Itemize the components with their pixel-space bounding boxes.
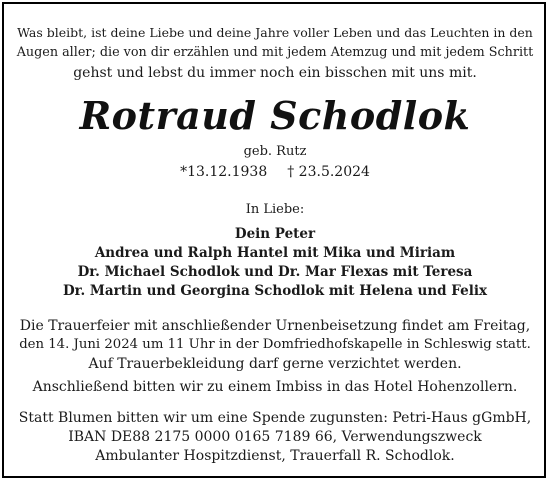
mourner-line-3: Dr. Michael Schodlok und Dr. Mar Flexas mit Teresa	[77, 264, 473, 280]
birth-name: geb. Rutz	[243, 144, 307, 159]
donation-line-1: Statt Blumen bitten wir um eine Spende zugunsten: Petri-Haus gGmbH,	[18, 410, 532, 426]
mourner-line-1: Dein Peter	[234, 226, 316, 242]
death-date: † 23.5.2024	[287, 164, 370, 180]
life-dates	[0, 162, 550, 182]
quote-line-1: Was bleibt, ist deine Liebe und deine Jahre voller Leben und das Leuchten in den	[17, 25, 533, 40]
funeral-line-1: Die Trauerfeier mit anschließender Urnenbeisetzung findet am Freitag,	[19, 318, 531, 334]
funeral-line-2: den 14. Juni 2024 um 11 Uhr in der Domfriedhofskapelle in Schleswig statt.	[19, 337, 531, 352]
funeral-line-3: Auf Trauerbekleidung darf gerne verzichtet werden.	[88, 356, 462, 372]
birth-date: *13.12.1938	[180, 164, 268, 180]
mourner-line-4: Dr. Martin und Georgina Schodlok mit Helena und Felix	[62, 283, 488, 299]
deceased-name: Rotraud Schodlok	[79, 93, 471, 138]
donation-line-2: IBAN DE88 2175 0000 0165 7189 66, Verwendungszweck	[68, 429, 482, 445]
mourners-heading: In Liebe:	[245, 202, 305, 217]
quote-line-3: gehst und lebst du immer noch ein bisschen mit uns mit.	[73, 65, 477, 81]
quote-line-2: Augen aller; die von dir erzählen und mit jedem Atemzug und mit jedem Schritt	[16, 45, 534, 60]
donation-line-3: Ambulanter Hospitzdienst, Trauerfall R. Schodlok.	[95, 448, 455, 464]
reception-line: Anschließend bitten wir zu einem Imbiss in das Hotel Hohenzollern.	[32, 379, 518, 395]
mourner-line-2: Andrea und Ralph Hantel mit Mika und Miriam	[94, 245, 456, 261]
